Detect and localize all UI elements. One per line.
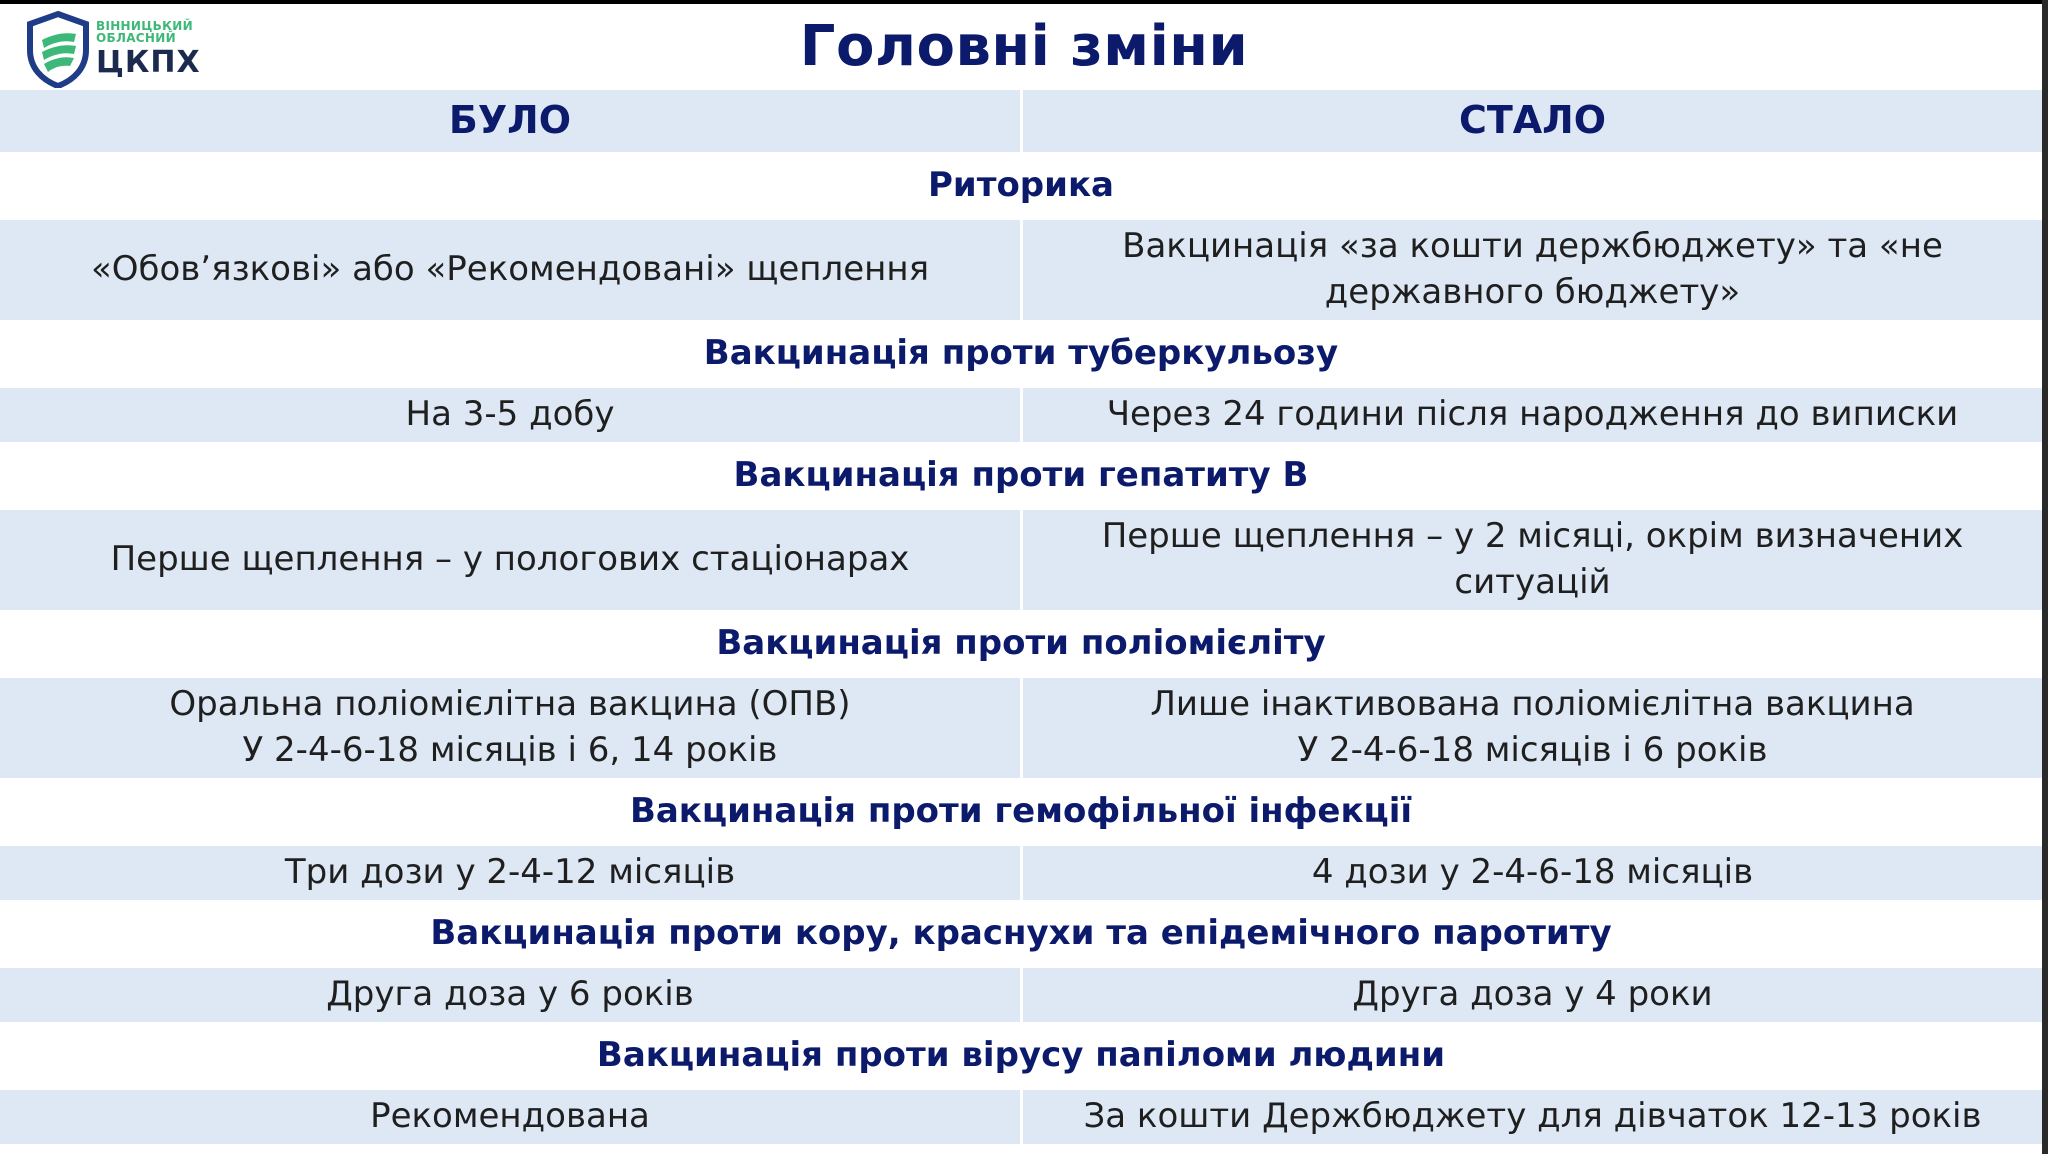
section-heading-row	[0, 320, 2042, 385]
after-cell: Вакцинація «за кошти держбюджету» та «не державного бюджету»	[1020, 220, 2042, 320]
after-cell: За кошти Держбюджету для дівчаток 12-13 років	[1020, 1090, 2042, 1144]
after-cell: Перше щеплення – у 2 місяці, окрім визначених ситуацій	[1020, 510, 2042, 610]
column-header-before: БУЛО	[448, 98, 572, 143]
section-heading-row	[0, 610, 2042, 675]
section-heading: Вакцинація проти гепатиту В	[733, 455, 1309, 496]
column-header-after: СТАЛО	[1020, 90, 2042, 152]
before-cell: На 3-5 добу	[405, 394, 615, 435]
before-cell: Друга доза у 6 років	[326, 974, 694, 1015]
section-heading-row	[0, 900, 2042, 965]
after-cell: Лише інактивована поліомієлітна вакцина У 2-4-6-18 місяців і 6 років	[1020, 678, 2042, 778]
section-heading: Риторика	[928, 165, 1114, 206]
comparison-table	[0, 90, 2042, 1144]
top-border	[0, 0, 2048, 4]
section-heading-row	[0, 442, 2042, 507]
right-border	[2042, 0, 2048, 1154]
after-cell: Друга доза у 4 роки	[1020, 968, 2042, 1022]
comparison-row	[0, 843, 2042, 900]
section-heading: Вакцинація проти туберкульозу	[703, 333, 1339, 374]
logo-line-2: ОБЛАСНИЙ	[96, 31, 176, 45]
section-heading: Вакцинація проти поліомієліту	[716, 623, 1326, 664]
after-cell: Через 24 години після народження до виписки	[1020, 388, 2042, 442]
before-cell: Три дози у 2-4-12 місяців	[284, 852, 736, 893]
comparison-row	[0, 675, 2042, 778]
logo-line-1: ВІННИЦЬКИЙ	[96, 19, 193, 33]
table-header-row	[0, 90, 2042, 152]
comparison-row	[0, 217, 2042, 320]
page-title: Головні зміни	[799, 14, 1249, 79]
logo-name: ЦКПХ	[96, 45, 201, 80]
section-heading-row	[0, 1022, 2042, 1087]
comparison-row	[0, 1087, 2042, 1144]
section-heading: Вакцинація проти гемофільної інфекції	[629, 791, 1413, 832]
after-cell: 4 дози у 2-4-6-18 місяців	[1020, 846, 2042, 900]
comparison-row	[0, 385, 2042, 442]
before-cell: Рекомендована	[370, 1096, 650, 1137]
section-heading-row	[0, 152, 2042, 217]
section-heading: Вакцинація проти вірусу папіломи людини	[596, 1035, 1446, 1076]
section-heading-row	[0, 778, 2042, 843]
before-cell: Оральна поліомієлітна вакцина (ОПВ) У 2-4-6-18 місяців і 6, 14 років	[169, 684, 851, 770]
before-cell: Перше щеплення – у пологових стаціонарах	[110, 539, 910, 580]
before-cell: «Обов’язкові» або «Рекомендовані» щеплення	[90, 249, 930, 290]
comparison-row	[0, 965, 2042, 1022]
section-heading: Вакцинація проти кору, краснухи та епідемічного паротиту	[430, 913, 1612, 954]
comparison-row	[0, 507, 2042, 610]
